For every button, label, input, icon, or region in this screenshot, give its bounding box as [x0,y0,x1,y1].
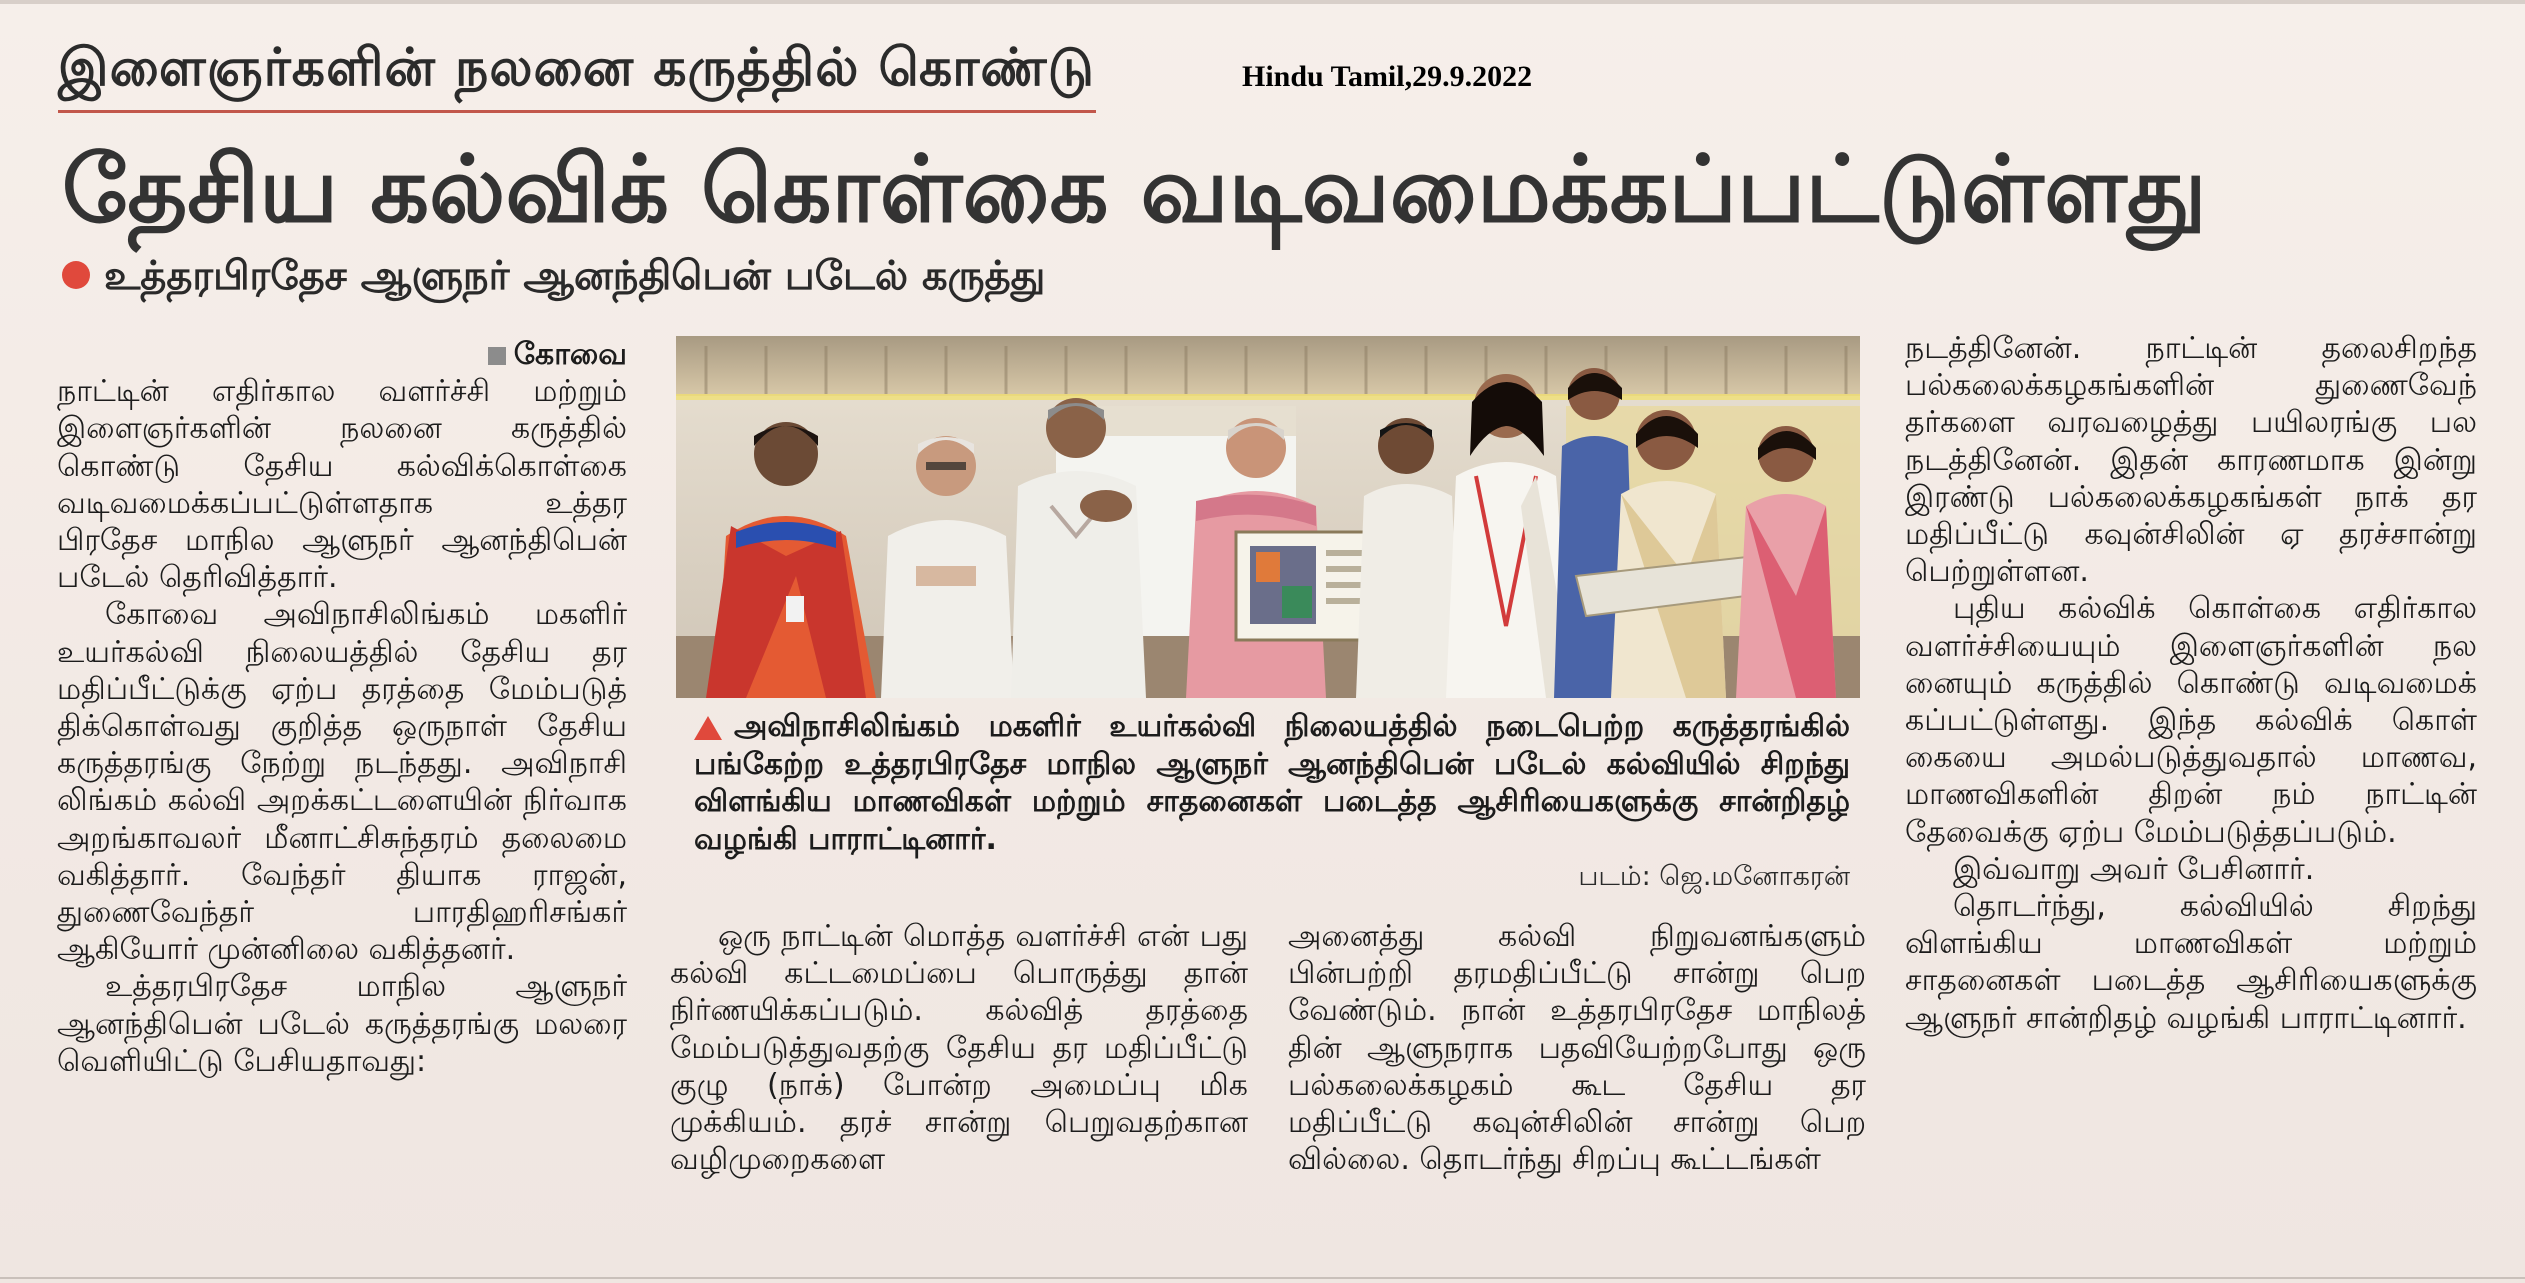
paragraph: உத்தரபிரதேச மாநில ஆளுநர் ஆனந்திபென் படேல் கருத்தரங்கு மலரை வெளியிட்டு பேசியதாவது: [57,969,627,1079]
paragraph: புதிய கல்விக் கொள்கை எதிர்கால வளர்ச்சியையும் இளைஞர்களின் நல னையும் கருத்தில் கொண்டு வடிவமைக் கப்பட்டுள்ளது. இந்த கல்விக் கொள் கையை அமல்படுத்துவதால் மாணவ, மாணவிகளின் திறன் நம் நாட்டின் தேவைக்கு ஏற்ப மேம்படுத்தப்படும். [1905,591,2477,850]
photo-caption [694,708,1850,858]
article-column-middle-1 [670,918,1248,1178]
paragraph: இவ்வாறு அவர் பேசினார். [1953,851,2315,887]
article-column-left [57,336,627,1080]
source-label: Hindu Tamil,29.9.2022 [1242,60,1533,93]
top-border [0,0,2525,4]
kicker-underline [58,110,1096,113]
caption-triangle-icon [694,716,722,740]
subheadline-text: உத்தரபிரதேச ஆளுநர் ஆனந்திபென் படேல் கருத்து [104,253,1046,299]
paragraph: ஒரு நாட்டின் மொத்த வளர்ச்சி என் பது கல்வி கட்டமைப்பை பொருத்து தான் நிர்ணயிக்கப்படும். கல்வித் தரத்தை மேம்படுத்துவதற்கு தேசிய தர மதிப்பீட்டு குழு (நாக்) போன்ற அமைப்பு மிக முக்கியம். தரச் சான்று பெறுவதற்கான வழிமுறைகளை [670,919,1248,1178]
event-photo-illustration [676,336,1860,698]
headline: தேசிய கல்விக் கொள்கை வடிவமைக்கப்பட்டுள்ளது [62,136,2207,243]
paragraph: அனைத்து கல்வி நிறுவனங்களும் பின்பற்றி தரமதிப்பீட்டு சான்று பெற வேண்டும். நான் உத்தரபிரதேச மாநிலத் தின் ஆளுநராக பதவியேற்றபோது ஒரு பல்கலைக்கழகம் கூட தேசிய தர மதிப்பீட்டு கவுன்சிலின் சான்று பெற வில்லை. தொடர்ந்து சிறப்பு கூட்டங்கள் [1288,919,1866,1178]
square-bullet-icon [488,347,506,365]
paragraph: நடத்தினேன். நாட்டின் தலைசிறந்த பல்கலைக்கழகங்களின் துணைவேந் தர்களை வரவழைத்து பயிலரங்கு பல நடத்தினேன். இதன் காரணமாக இன்று இரண்டு பல்கலைக்கழகங்கள் நாக் தர மதிப்பீட்டு கவுன்சிலின் ஏ தரச்சான்று பெற்றுள்ளன. [1905,331,2477,590]
subheadline [62,248,1045,304]
kicker-heading: இளைஞர்களின் நலனை கருத்தில் கொண்டு [58,38,1095,98]
paragraph: கோவை அவிநாசிலிங்கம் மகளிர் உயர்கல்வி நிலையத்தில் தேசிய தர மதிப்பீட்டுக்கு ஏற்ப தரத்தை மேம்படுத் திக்கொள்வது குறித்த ஒருநாள் தேசிய கருத்தரங்கு நேற்று நடந்தது. அவிநாசி லிங்கம் கல்வி அறக்கட்டளையின் நிர்வாக அறங்காவலர் மீனாட்சிசுந்தரம் தலைமை வகித்தார். வேந்தர் தியாக ராஜன், துணைவேந்தர் பாரதிஹரிசங்கர் ஆகியோர் முன்னிலை வகித்தனர். [57,597,627,968]
news-photo [676,336,1860,698]
paragraph: நாட்டின் எதிர்கால வளர்ச்சி மற்றும் இளைஞர்களின் நலனை கருத்தில் கொண்டு தேசிய கல்விக்கொள்கை வடிவமைக்கப்பட்டுள்ளதாக உத்தர பிரதேச மாநில ஆளுநர் ஆனந்திபென் படேல் தெரிவித்தார். [57,374,627,596]
article-column-right [1905,330,2477,1037]
article-column-middle-2 [1288,918,1866,1178]
bottom-border [0,1277,2525,1279]
dateline-text: கோவை [513,337,627,372]
caption-text: அவிநாசிலிங்கம் மகளிர் உயர்கல்வி நிலையத்தில் நடைபெற்ற கருத்தரங்கில் பங்கேற்ற உத்தரபிரதேச மாநில ஆளுநர் ஆனந்திபென் படேல் கல்வியில் சிறந்து விளங்கிய மாணவிகள் மற்றும் சாதனைகள் படைத்த ஆசிரியைகளுக்கு சான்றிதழ் வழங்கி பாராட்டினார். [694,709,1850,857]
photo-credit: படம்: ஜெ.மனோகரன் [1578,861,1850,892]
bullet-dot-icon [62,261,90,289]
paragraph: தொடர்ந்து, கல்வியில் சிறந்து விளங்கிய மாணவிகள் மற்றும் சாதனைகள் படைத்த ஆசிரியைகளுக்கு ஆளுநர் சான்றிதழ் வழங்கி பாராட்டினார். [1905,889,2477,1036]
dateline [57,336,627,373]
